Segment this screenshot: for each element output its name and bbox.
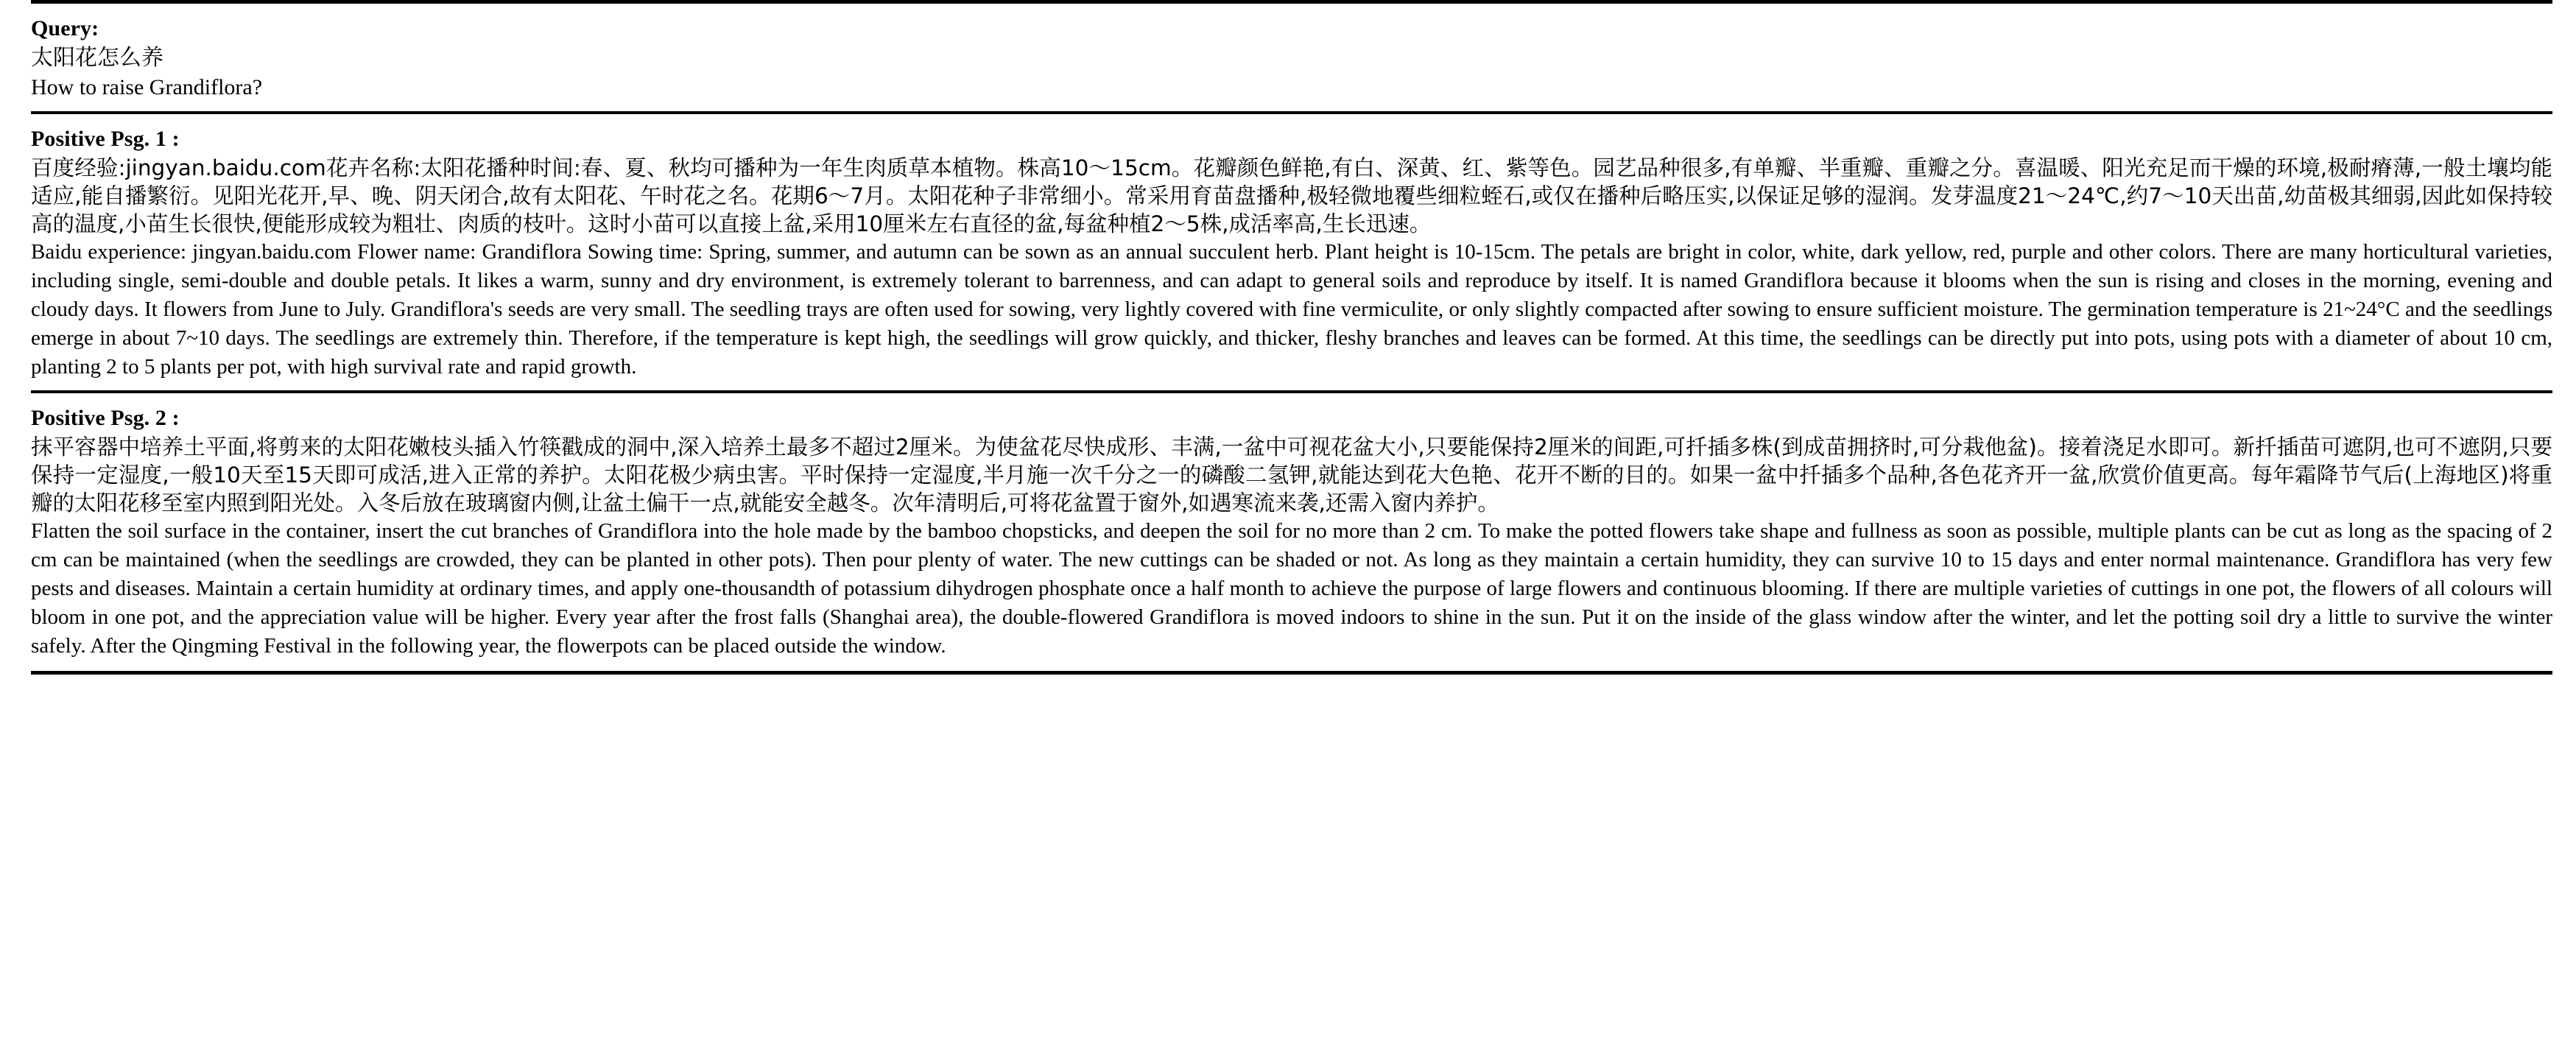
passage-1-label-line — [31, 124, 2552, 154]
query-label: Query — [31, 16, 92, 41]
passage-1-text-chinese: 百度经验:jingyan.baidu.com花卉名称:太阳花播种时间:春、夏、秋均可播种为一年生肉质草本植物。株高10～15cm。花瓣颜色鲜艳,有白、深黄、红、紫等色。园艺品种很多,有单瓣、半重瓣、重瓣之分。喜温暖、阳光充足而干燥的环境,极耐瘠薄,一般土壤均能适应,能自播繁衍。见阳光花开,早、晚、阴天闭合,故有太阳花、午时花之名。花期6～7月。太阳花种子非常细小。常采用育苗盘播种,极轻微地覆些细粒蛭石,或仅在播种后略压实,以保证足够的湿润。发芽温度21～24℃,约7～10天出苗,幼苗极其细弱,因此如保持较高的温度,小苗生长很快,便能形成较为粗壮、肉质的枝叶。这时小苗可以直接上盆,采用10厘米左右直径的盆,每盆种植2～5株,成活率高,生长迅速。 — [31, 155, 2552, 236]
passage-1-label: Positive Psg. 1 — [31, 127, 166, 151]
query-text-chinese: 太阳花怎么养 — [31, 45, 163, 71]
passage-1-label-colon: : — [172, 127, 180, 151]
passage-2-label-line — [31, 404, 2552, 433]
passage-2-label: Positive Psg. 2 — [31, 406, 166, 430]
positive-passage-2-section — [31, 393, 2552, 671]
query-label-line — [31, 14, 2552, 43]
bottom-horizontal-rule — [31, 671, 2552, 675]
positive-passage-1-section — [31, 114, 2552, 390]
query-label-colon: : — [91, 16, 99, 41]
passage-1-text-english: Baidu experience: jingyan.baidu.com Flower name: Grandiflora Sowing time: Spring, summer, and autumn can be sown as an annual succulent herb. Plant height is 10-15cm. The petals are bright in color, white, dark yellow, red, purple and other colors. There are many horticultural varieties, including single, semi-double and double petals. It likes a warm, sunny and dry environment, is extremely tolerant to barrenness, and can adapt to general soils and reproduce by itself. It is named Grandiflora because it blooms when the sun is rising and closes in the morning, evening and cloudy days. It flowers from June to July. Grandiflora's seeds are very small. The seedling trays are often used for sowing, very lightly covered with fine vermiculite, or only slightly compacted after sowing to ensure sufficient moisture. The germination temperature is 21~24°C and the seedlings emerge in about 7~10 days. The seedlings are extremely thin. Therefore, if the temperature is kept high, the seedlings will grow quickly, and thicker, fleshy branches and leaves can be formed. At this time, the seedlings can be directly put into pots, using pots with a diameter of about 10 cm, planting 2 to 5 plants per pot, with high survival rate and rapid growth. — [31, 240, 2552, 379]
query-text-english: How to raise Grandiflora? — [31, 75, 263, 99]
passage-2-text-chinese: 抹平容器中培养土平面,将剪来的太阳花嫩枝头插入竹筷戳成的洞中,深入培养土最多不超过2厘米。为使盆花尽快成形、丰满,一盆中可视花盆大小,只要能保持2厘米的间距,可扦插多株(到成苗拥挤时,可分栽他盆)。接着浇足水即可。新扦插苗可遮阴,也可不遮阴,只要保持一定湿度,一般10天至15天即可成活,进入正常的养护。太阳花极少病虫害。平时保持一定湿度,半月施一次千分之一的磷酸二氢钾,就能达到花大色艳、花开不断的目的。如果一盆中扦插多个品种,各色花齐开一盆,欣赏价值更高。每年霜降节气后(上海地区)将重瓣的太阳花移至室内照到阳光处。入冬后放在玻璃窗内侧,让盆土偏干一点,就能安全越冬。次年清明后,可将花盆置于窗外,如遇寒流来袭,还需入窗内养护。 — [31, 434, 2552, 516]
document-content — [31, 0, 2552, 675]
passage-2-text-english: Flatten the soil surface in the container, insert the cut branches of Grandiflora into the hole made by the bamboo chopsticks, and deepen the soil for no more than 2 cm. To make the potted flowers take shape and fullness as soon as possible, multiple plants can be cut as long as the spacing of 2 cm can be maintained (when the seedlings are crowded, they can be planted in other pots). Then pour plenty of water. The new cuttings can be shaded or not. As long as they maintain a certain humidity, they can survive 10 to 15 days and enter normal maintenance. Grandiflora has very few pests and diseases. Maintain a certain humidity at ordinary times, and apply one-thousandth of potassium dihydrogen phosphate once a half month to achieve the purpose of large flowers and continuous blooming. If there are multiple varieties of cuttings in one pot, the flowers of all colours will bloom in one pot, and the appreciation value will be higher. Every year after the frost falls (Shanghai area), the double-flowered Grandiflora is moved indoors to shine in the sun. Put it on the inside of the glass window after the winter, and let the potting soil dry a little to survive the winter safely. After the Qingming Festival in the following year, the flowerpots can be placed outside the window. — [31, 519, 2552, 658]
passage-2-label-colon: : — [172, 406, 180, 430]
query-section — [31, 4, 2552, 111]
